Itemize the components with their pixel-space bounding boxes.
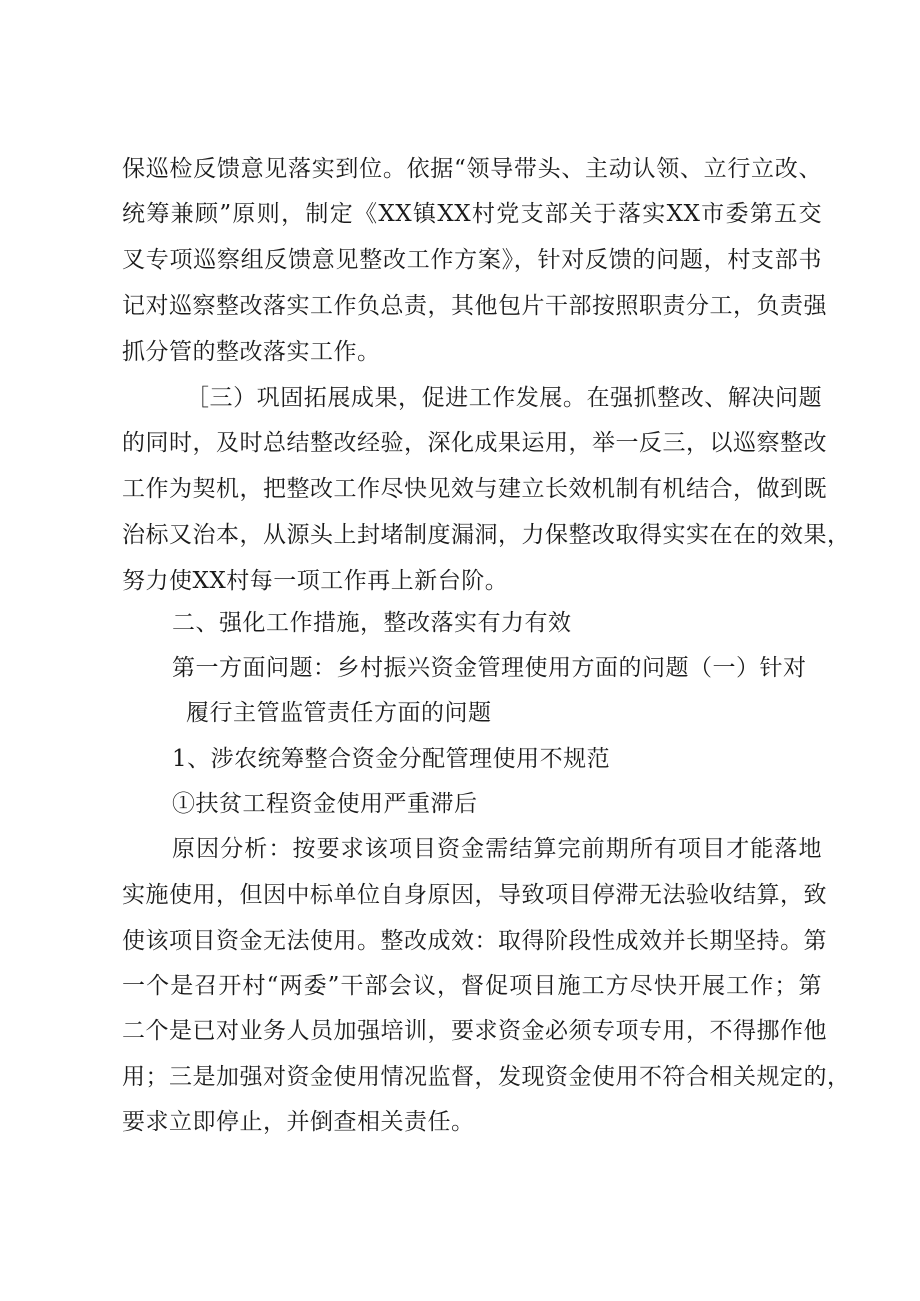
paragraph-line: ［三）巩固拓展成果，促进工作发展。在强抓整改、解决问题 <box>186 385 822 411</box>
paragraph-line: 要求立即停止，并倒查相关责任。 <box>122 1109 475 1135</box>
item-heading: 1、涉农统筹整合资金分配管理使用不规范 <box>172 746 611 772</box>
paragraph-line: 努力使XX村每一项工作再上新台阶。 <box>122 568 509 594</box>
section-heading: 二、强化工作措施，整改落实有力有效 <box>172 610 572 636</box>
paragraph-line: 实施使用，但因中标单位自身原因，导致项目停滞无法验收结算，致 <box>122 882 827 908</box>
paragraph-line: 原因分析：按要求该项目资金需结算完前期所有项目才能落地 <box>172 836 822 862</box>
paragraph-line: 叉专项巡察组反馈意见整改工作方案》，针对反馈的问题，村支部书 <box>122 247 822 273</box>
section-title-line: 第一方面问题：乡村振兴资金管理使用方面的问题（一）针对 <box>172 655 807 681</box>
paragraph-line: 记对巡察整改落实工作负总责，其他包片干部按照职责分工，负责强 <box>122 293 827 319</box>
section-title-line: 履行主管监管责任方面的问题 <box>186 700 492 726</box>
paragraph-line: 的同时，及时总结整改经验，深化成果运用，举一反三，以巡察整改 <box>122 430 827 456</box>
paragraph-line: 抓分管的整改落实工作。 <box>122 339 381 365</box>
paragraph-line: 二个是已对业务人员加强培训，要求资金必须专项专用，不得挪作他 <box>122 1018 827 1044</box>
paragraph-line: 治标又治本，从源头上封堵制度漏洞，力保整改取得实实在在的效果， <box>122 522 851 548</box>
subitem-heading: ①扶贫工程资金使用严重滞后 <box>172 791 478 817</box>
paragraph-line: 一个是召开村“两委”干部会议，督促项目施工方尽快开展工作；第 <box>122 973 822 999</box>
paragraph-line: 工作为契机，把整改工作尽快见效与建立长效机制有机结合，做到既 <box>122 476 827 502</box>
paragraph-line: 保巡检反馈意见落实到位。依据“领导带头、主动认领、立行立改、 <box>122 156 822 182</box>
paragraph-line: 统筹兼顾”原则，制定《XX镇XX村党支部关于落实XX市委第五交 <box>122 201 822 227</box>
paragraph-line: 使该项目资金无法使用。整改成效：取得阶段性成效并长期坚持。第 <box>122 928 827 954</box>
paragraph-line: 用；三是加强对资金使用情况监督，发现资金使用不符合相关规定的， <box>122 1064 851 1090</box>
